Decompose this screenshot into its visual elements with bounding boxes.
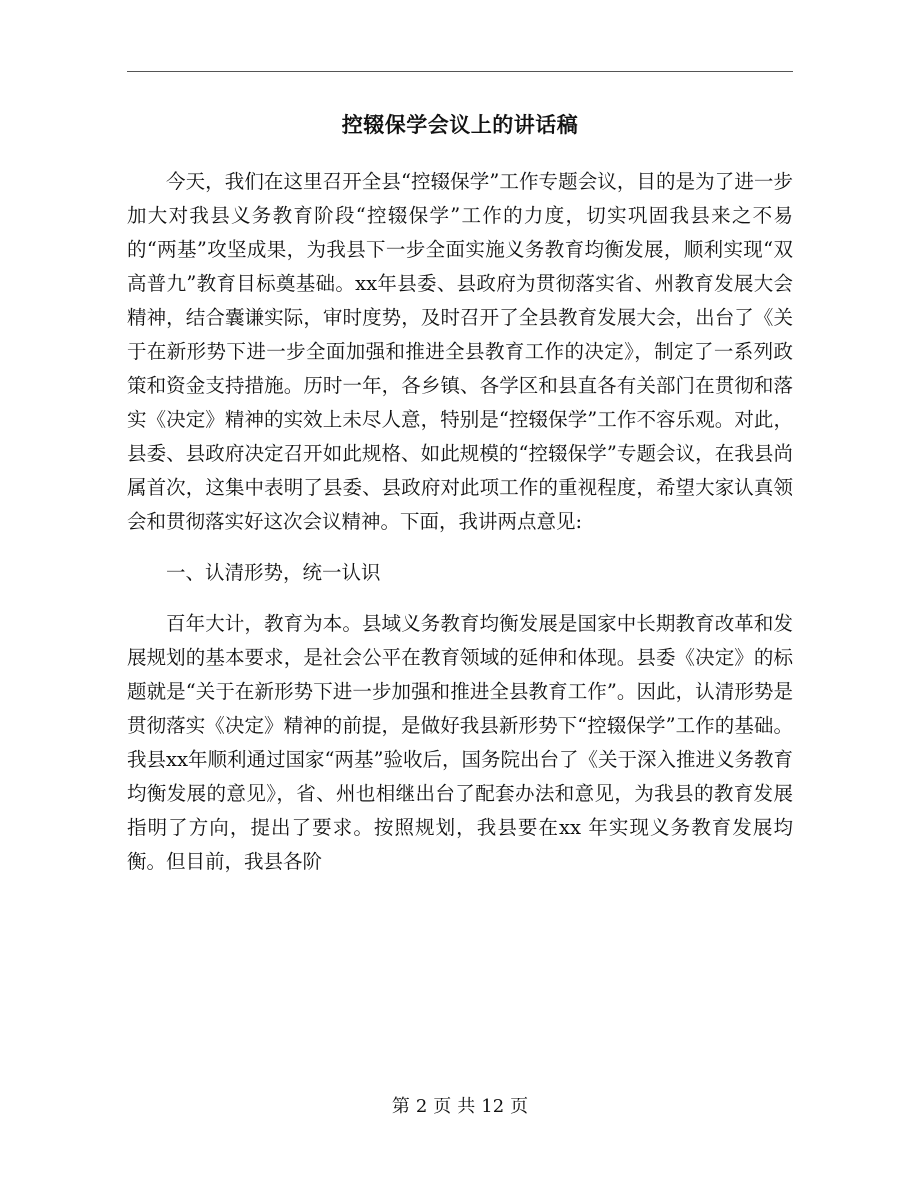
document-title: 控辍保学会议上的讲话稿 [341,113,579,137]
intro-paragraph: 今天，我们在这里召开全县“控辍保学”工作专题会议，目的是为了进一步加大对我县义务教育阶段“控辍保学”工作的力度，切实巩固我县来之不易的“两基”攻坚成果，为我县下一步全面实施义务教育均衡发展，顺利实现“双高普九”教育目标奠基础。xx年县委、县政府为贯彻落实省、州教育发展大会精神，结合囊谦实际，审时度势，及时召开了全县教育发展大会，出台了《关于在新形势下进一步全面加强和推进全县教育工作的决定》，制定了一系列政策和资金支持措施。历时一年，各乡镇、各学区和县直各有关部门在贯彻和落实《决定》精神的实效上未尽人意，特别是“控辍保学”工作不容乐观。对此，县委、县政府决定召开如此规格、如此规模的“控辍保学”专题会议，在我县尚属首次，这集中表明了县委、县政府对此项工作的重视程度，希望大家认真领会和贯彻落实好这次会议精神。下面，我讲两点意见: [127,170,793,533]
footer-suffix: 页 [510,1096,529,1117]
section-heading: 一、认清形势，统一认识 [166,561,381,584]
header-rule [127,71,793,72]
page-footer [127,1093,793,1121]
footer-total-word: 共 [457,1096,476,1117]
section-paragraph: 百年大计，教育为本。县域义务教育均衡发展是国家中长期教育改革和发展规划的基本要求，是社会公平在教育领域的延伸和体现。县委《决定》的标题就是“关于在新形势下进一步加强和推进全县教育工作”。因此，认清形势是贯彻落实《决定》精神的前提，是做好我县新形势下“控辍保学”工作的基础。 我县xx年顺利通过国家“两基”验收后，国务院出台了《关于深入推进义务教育均衡发展的意见》，省、州也相继出台了配套办法和意见，为我县的教育发展指明了方向，提出了要求。按照规划，我县要在xx 年实现义务教育发展均衡。但目前，我县各阶 [127,612,793,873]
document-body [127,165,793,879]
footer-page-word: 页 [433,1096,452,1117]
footer-total-pages: 12 [481,1096,505,1117]
footer-prefix: 第 [391,1096,410,1117]
footer-current-page: 2 [415,1096,428,1117]
